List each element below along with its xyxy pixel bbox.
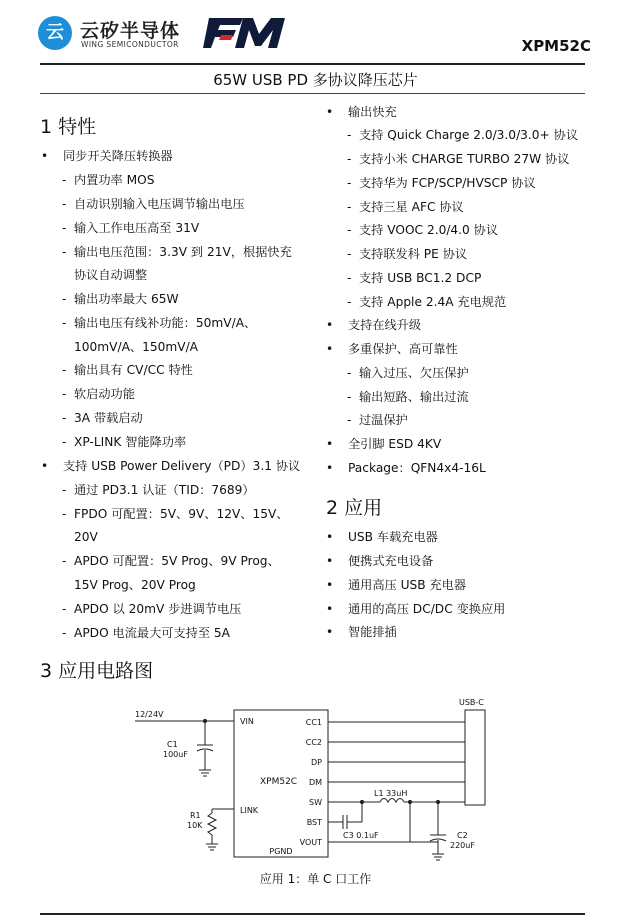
- pin-cc1: CC1: [305, 718, 322, 727]
- fm-brand-logo: [203, 16, 285, 50]
- application-item: • 通用的高压 DC/DC 变换应用: [348, 601, 505, 617]
- feature-sub-item: - 支持 USB BC1.2 DCP: [359, 270, 481, 286]
- feature-sub-item: - APDO 电流最大可支持至 5A: [74, 625, 230, 641]
- c2-name: C2: [457, 831, 468, 840]
- wing-semiconductor-logo: [38, 16, 188, 52]
- feature-item: • 支持在线升级: [348, 317, 421, 333]
- feature-sub-item: - 支持 Quick Charge 2.0/3.0/3.0+ 协议: [359, 127, 578, 143]
- pin-dp: DP: [311, 758, 322, 767]
- feature-sub-item: - APDO 可配置：5V Prog、9V Prog、: [74, 553, 280, 569]
- subtitle-divider: [40, 93, 585, 94]
- usb-c-connector: [465, 710, 485, 805]
- header-divider: [40, 63, 585, 65]
- feature-sub-item: - 内置功率 MOS: [74, 172, 154, 188]
- logo-mark-glyph: 云: [46, 22, 64, 43]
- usb-c-label: USB-C: [459, 698, 484, 707]
- c1-value: 100uF: [163, 750, 188, 759]
- l1-inductor: [380, 799, 404, 803]
- r1-resistor: [208, 813, 216, 835]
- feature-item: • Package：QFN4x4-16L: [348, 460, 486, 476]
- feature-sub-item: - 支持 VOOC 2.0/4.0 协议: [359, 222, 498, 238]
- feature-sub-item: - XP-LINK 智能降功率: [74, 434, 186, 450]
- feature-sub-item-continuation: 100mV/A、150mV/A: [74, 340, 199, 354]
- feature-sub-item: - 输出具有 CV/CC 特性: [74, 362, 193, 378]
- pin-cc2: CC2: [305, 738, 322, 747]
- feature-sub-item: - 输出功率最大 65W: [74, 291, 179, 307]
- page-header: [0, 0, 631, 70]
- pin-pgnd: PGND: [269, 847, 293, 856]
- wing-logo-mark-icon: [38, 16, 72, 50]
- feature-sub-item: - 过温保护: [359, 412, 408, 428]
- feature-item: • 全引脚 ESD 4KV: [348, 436, 441, 452]
- pin-link: LINK: [240, 806, 259, 815]
- application-item: • 便携式充电设备: [348, 553, 433, 569]
- feature-sub-item: - 输出短路、输出过流: [359, 389, 469, 405]
- feature-sub-item-continuation: 15V Prog、20V Prog: [74, 578, 196, 592]
- feature-sub-item-continuation: 协议自动调整: [74, 268, 148, 282]
- section-heading-features: 1 特性: [40, 116, 97, 138]
- feature-sub-item-continuation: 20V: [74, 530, 98, 544]
- feature-sub-item: - 支持小米 CHARGE TURBO 27W 协议: [359, 151, 569, 167]
- section-heading-circuit: 3 应用电路图: [40, 660, 154, 682]
- input-voltage-label: 12/24V: [135, 710, 164, 719]
- feature-sub-item: - 支持三星 AFC 协议: [359, 199, 464, 215]
- junction-dot: [436, 800, 439, 803]
- pin-sw: SW: [309, 798, 322, 807]
- application-item: • 智能排插: [348, 624, 397, 640]
- feature-item: • 同步开关降压转换器: [63, 148, 173, 164]
- r1-value: 10K: [187, 821, 203, 830]
- section-heading-applications: 2 应用: [326, 497, 383, 519]
- junction-dot: [203, 719, 206, 722]
- company-name-cn: 云矽半导体: [80, 20, 181, 42]
- feature-sub-item: - 输出电压有线补功能：50mV/A、: [74, 315, 256, 331]
- feature-sub-item: - 支持联发科 PE 协议: [359, 246, 467, 262]
- footer-divider: [40, 913, 585, 915]
- application-item: • USB 车载充电器: [348, 529, 438, 545]
- feature-sub-item: - 支持 Apple 2.4A 充电规范: [359, 294, 506, 310]
- company-name-en: WING SEMICONDUCTOR: [81, 40, 179, 49]
- c2-value: 220uF: [450, 841, 475, 850]
- c1-name: C1: [167, 740, 178, 749]
- c3-label: C3 0.1uF: [343, 831, 379, 840]
- feature-sub-item: - FPDO 可配置：5V、9V、12V、15V、: [74, 506, 289, 522]
- feature-sub-item: - 3A 带载启动: [74, 410, 143, 426]
- document-subtitle: 65W USB PD 多协议降压芯片: [213, 71, 418, 89]
- pin-vout: VOUT: [299, 838, 322, 847]
- feature-sub-item: - 自动识别输入电压调节输出电压: [74, 196, 245, 212]
- r1-name: R1: [190, 811, 201, 820]
- pin-dm: DM: [308, 778, 322, 787]
- feature-item: • 支持 USB Power Delivery（PD）3.1 协议: [63, 458, 300, 474]
- circuit-caption: 应用 1：单 C 口工作: [259, 872, 372, 886]
- feature-sub-item: - APDO 以 20mV 步进调节电压: [74, 601, 241, 617]
- feature-sub-item: - 输出电压范围：3.3V 到 21V，根据快充: [74, 244, 292, 260]
- chip-name: XPM52C: [260, 777, 298, 787]
- model-name: XPM52C: [521, 37, 591, 55]
- pin-bst: BST: [306, 818, 322, 827]
- feature-sub-item: - 支持华为 FCP/SCP/HVSCP 协议: [359, 175, 536, 191]
- application-item: • 通用高压 USB 充电器: [348, 577, 466, 593]
- l1-label: L1 33uH: [374, 789, 408, 798]
- feature-sub-item: - 通过 PD3.1 认证（TID：7689）: [74, 482, 255, 498]
- feature-item: • 输出快充: [348, 104, 397, 120]
- junction-dot: [408, 800, 411, 803]
- application-circuit-diagram: [0, 690, 631, 870]
- feature-item: • 多重保护、高可靠性: [348, 341, 458, 357]
- feature-sub-item: - 输入工作电压高至 31V: [74, 220, 199, 236]
- junction-dot: [360, 800, 363, 803]
- feature-sub-item: - 输入过压、欠压保护: [359, 365, 469, 381]
- feature-sub-item: - 软启动功能: [74, 386, 135, 402]
- pin-vin: VIN: [240, 717, 254, 726]
